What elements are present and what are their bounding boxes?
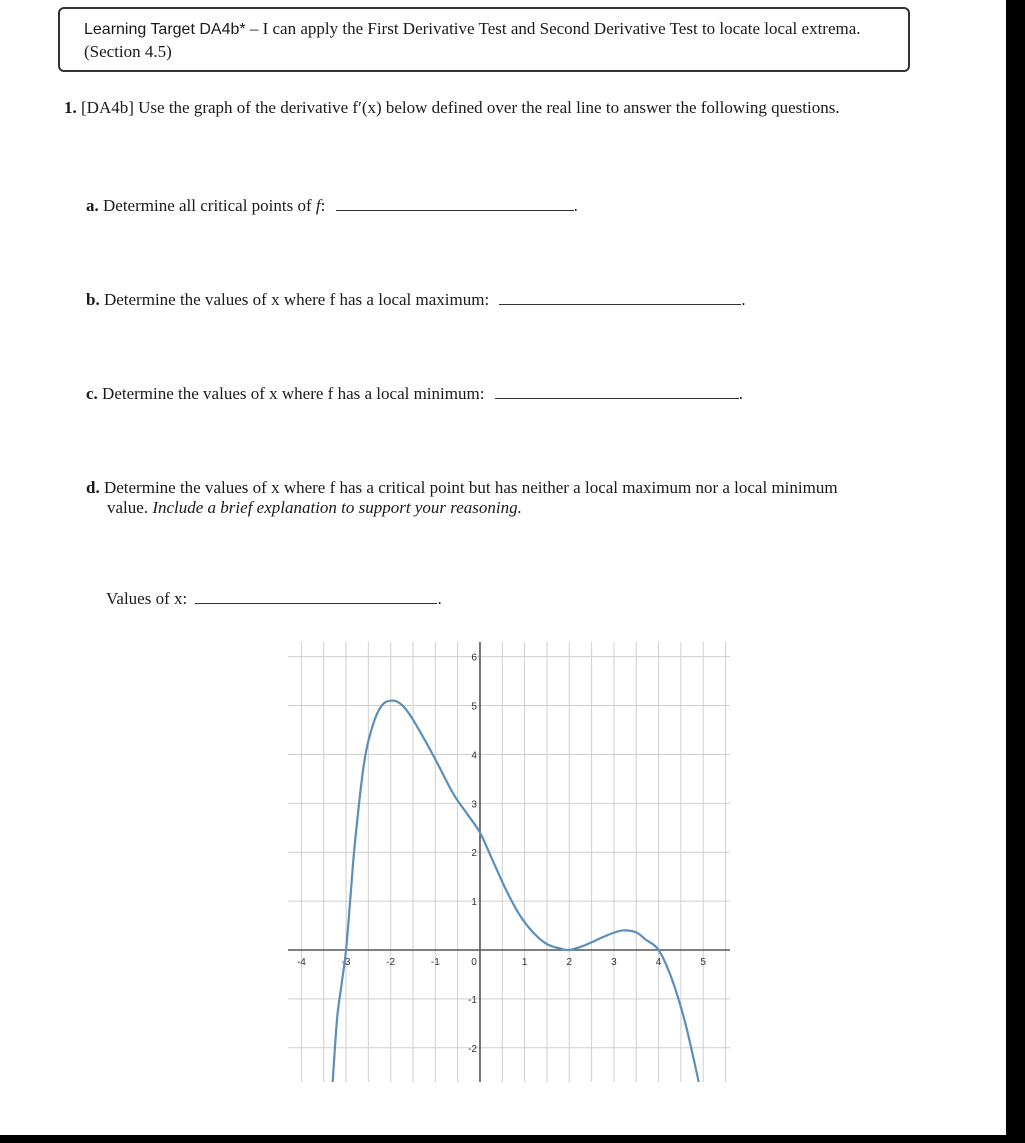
part-d-text2-italic: Include a brief explanation to support your reasoning. <box>152 498 522 517</box>
x-tick-label: -3 <box>341 957 351 968</box>
axes <box>288 642 730 1082</box>
x-tick-label: -1 <box>430 957 440 968</box>
learning-target-title: Learning Target DA4b* <box>84 21 246 38</box>
y-tick-label: 4 <box>471 750 477 762</box>
x-tick-label: -4 <box>296 957 306 968</box>
x-tick-label: 5 <box>700 957 706 968</box>
x-tick-label: 1 <box>521 957 528 968</box>
part-b-answer-blank[interactable] <box>499 290 741 305</box>
values-label: Values of x: <box>106 589 188 608</box>
y-tick-label: 2 <box>471 848 477 860</box>
part-a-var: f <box>315 196 321 215</box>
part-c-text: Determine the values of x where f has a local minimum: <box>102 384 485 403</box>
y-tick-label: 1 <box>471 897 477 909</box>
part-a-letter: a. <box>86 196 99 215</box>
part-d <box>86 477 838 499</box>
derivative-graph <box>288 642 730 1082</box>
question-number: 1. <box>64 98 77 117</box>
y-tick-label: -2 <box>468 1043 477 1055</box>
part-a-suffix: : <box>320 196 326 215</box>
y-tick-label: 6 <box>471 652 477 664</box>
x-tick-label: 2 <box>566 957 573 968</box>
y-tick-label: 5 <box>471 701 477 713</box>
y-tick-labels <box>468 653 477 1055</box>
part-c: c. Determine the values of x where f has a local minimum: . <box>86 384 743 403</box>
y-tick-label: -1 <box>468 994 477 1006</box>
grid-vertical-lines <box>301 642 725 1082</box>
part-a-text: Determine all critical points of <box>103 196 312 215</box>
x-tick-label: -2 <box>386 957 396 968</box>
series-line-f-prime <box>333 701 699 1082</box>
x-tick-label: 4 <box>655 957 662 968</box>
part-a-answer-blank[interactable] <box>336 196 574 211</box>
x-tick-label: 3 <box>611 957 617 968</box>
part-d-letter: d. <box>86 478 100 497</box>
question-text: [DA4b] Use the graph of the derivative f′(x) below defined over the real line to answer the following questions. <box>81 98 840 117</box>
part-a: a. Determine all critical points of f: . <box>86 196 578 215</box>
values-answer-blank[interactable] <box>195 589 437 604</box>
part-b-letter: b. <box>86 290 100 309</box>
x-tick-label: 0 <box>471 957 477 968</box>
learning-target-text: – I can apply the First Derivative Test and Second Derivative Test to locate local extrema. (Section 4.5) <box>84 19 861 61</box>
part-c-letter: c. <box>86 384 98 403</box>
part-c-answer-blank[interactable] <box>495 384 739 399</box>
values-of-x: Values of x: . <box>106 589 442 608</box>
y-tick-label: 3 <box>471 799 477 811</box>
x-tick-labels <box>297 957 706 968</box>
part-d-text2: value. <box>107 498 149 517</box>
part-d-line-2 <box>107 497 522 519</box>
part-b: b. Determine the values of x where f has a local maximum: . <box>86 290 746 309</box>
part-b-text: Determine the values of x where f has a local maximum: <box>103 290 490 309</box>
question-1 <box>64 97 840 119</box>
learning-target-box <box>58 7 910 72</box>
part-d-text: Determine the values of x where f has a critical point but has neither a local maximum nor a local minimum <box>103 478 838 497</box>
